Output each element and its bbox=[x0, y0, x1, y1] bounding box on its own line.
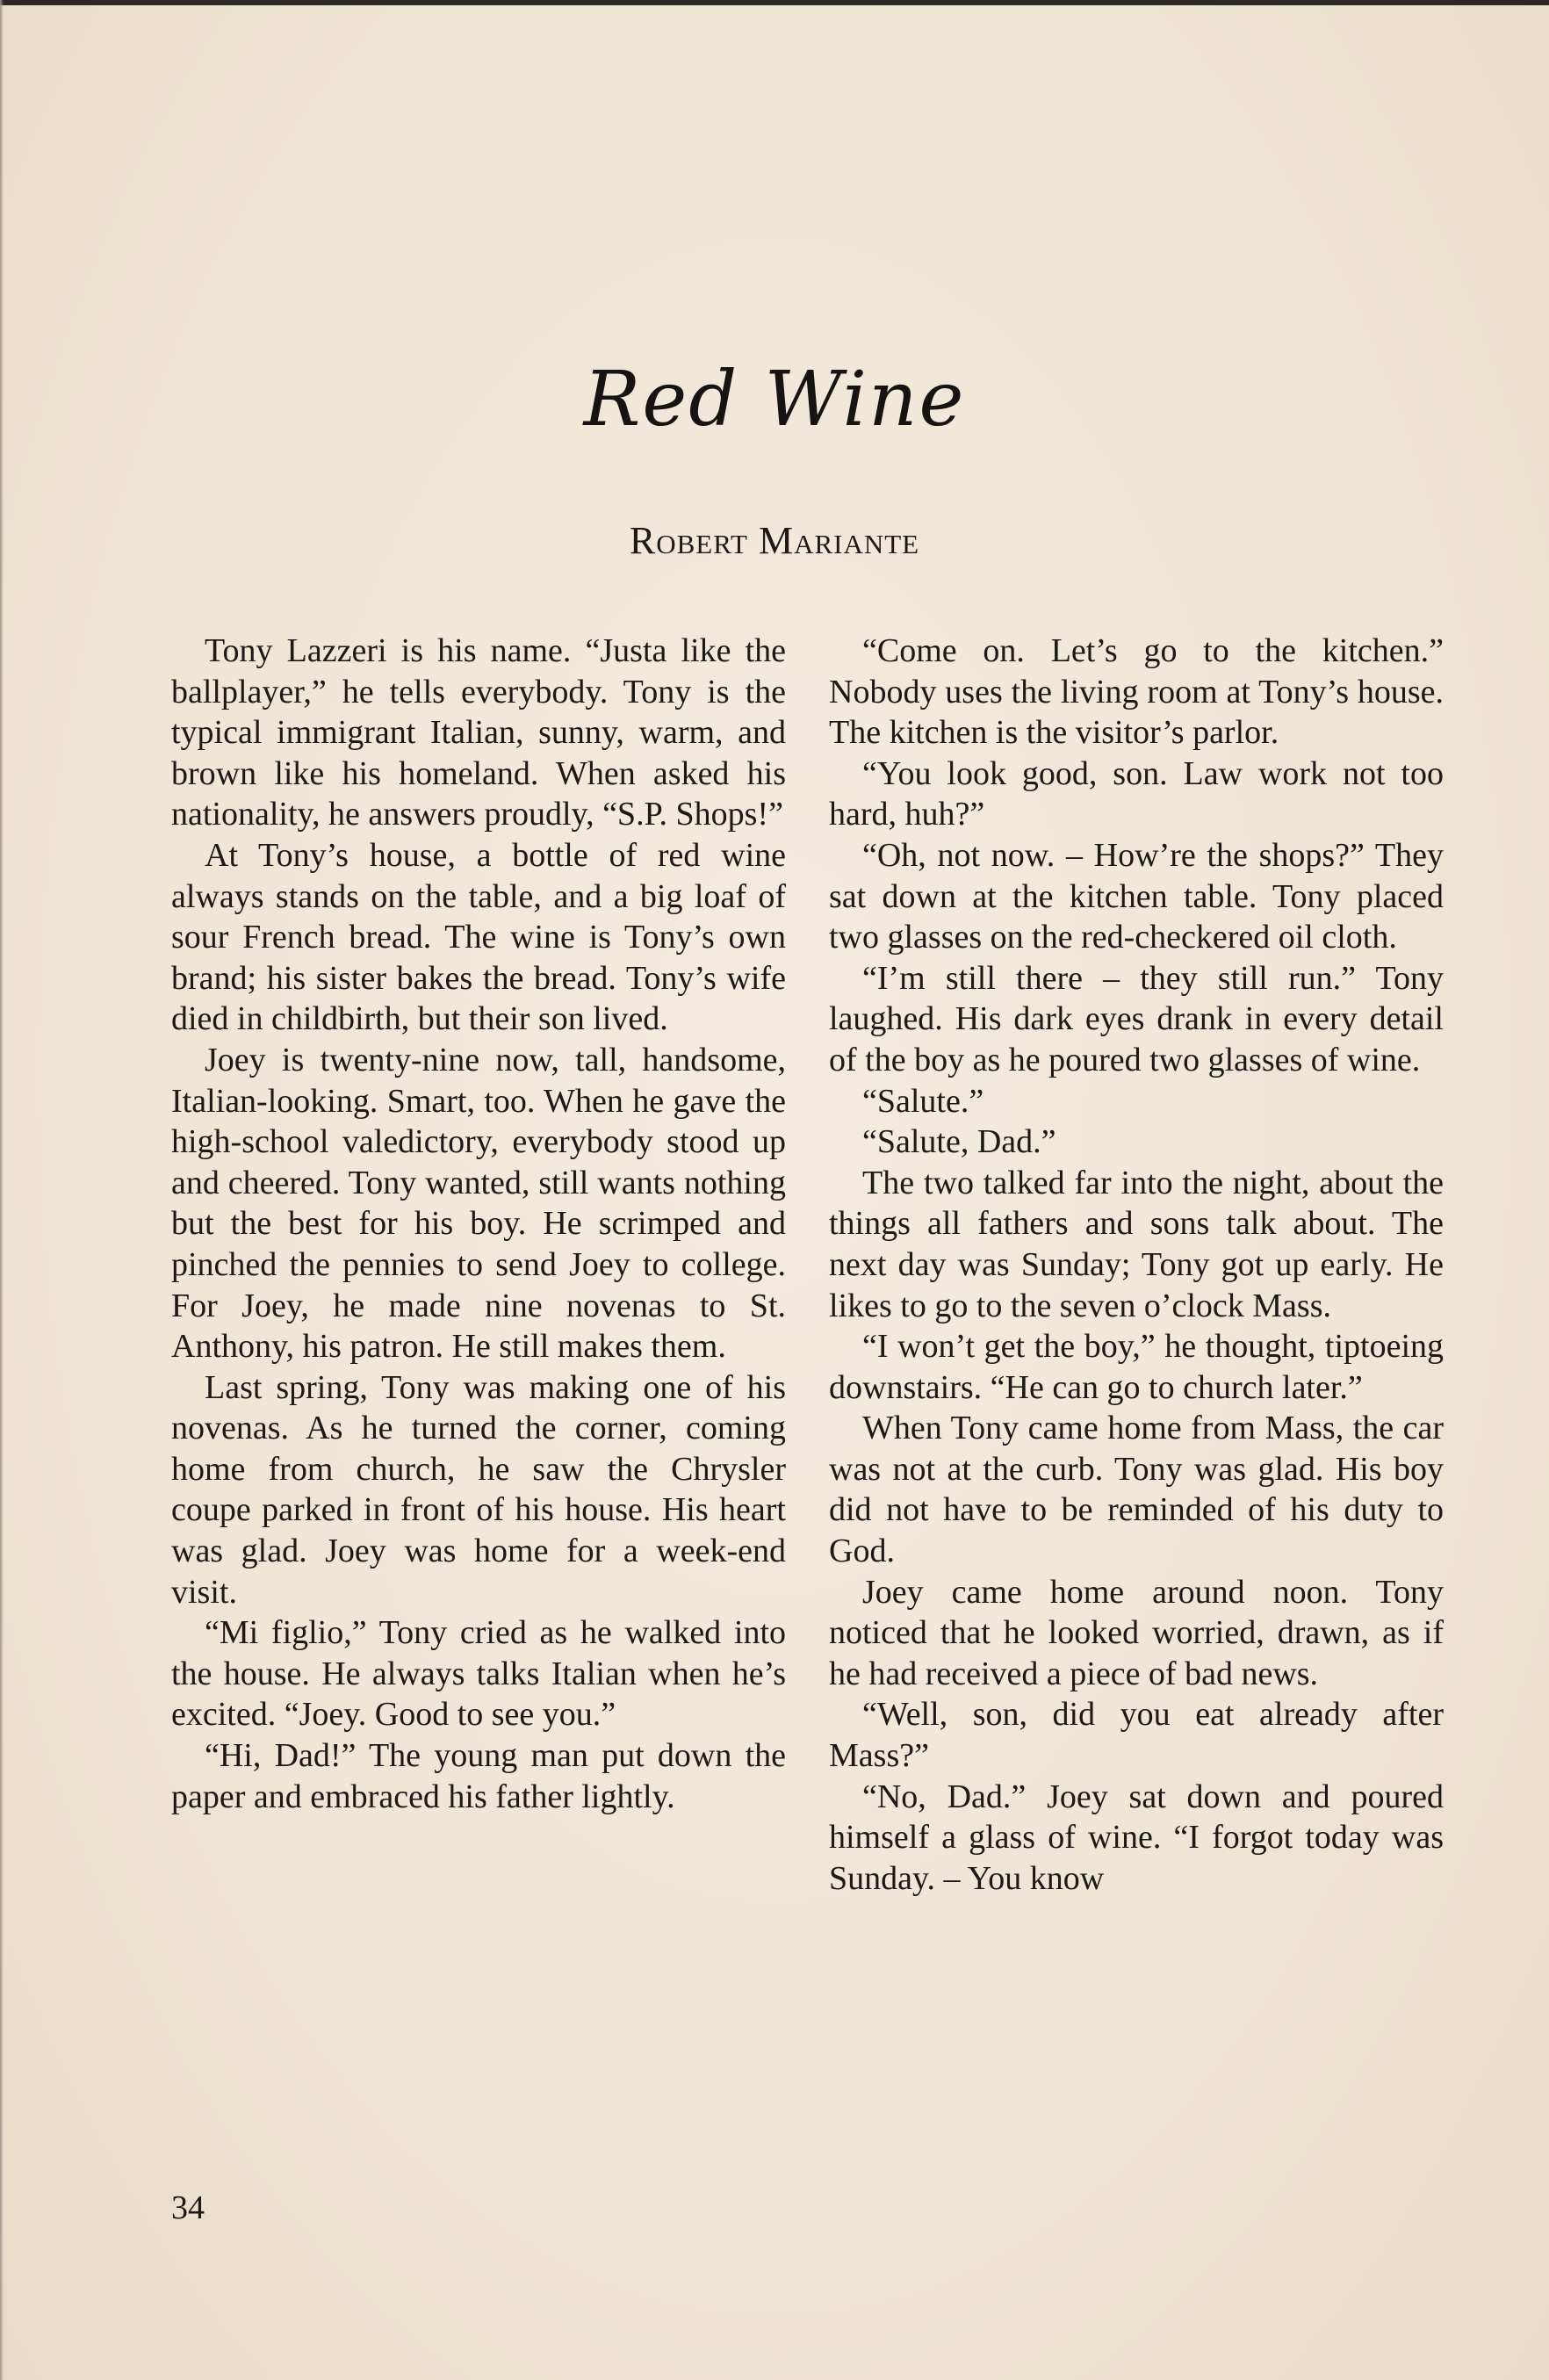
page-top-edge bbox=[0, 0, 1549, 5]
paragraph: At Tony’s house, a bottle of red wine always stands on the table, and a big loaf of sour French bread. The wine is Tony’s own brand; his sister bakes the bread. Tony’s wife died in childbirth, but their son lived. bbox=[171, 836, 786, 1038]
paragraph: “Well, son, did you eat already after Mass?” bbox=[829, 1696, 1444, 1775]
paragraph: “No, Dad.” Joey sat down and poured himself a glass of wine. “I forgot today was Sunday. – You know bbox=[829, 1778, 1444, 1897]
left-column bbox=[171, 631, 786, 1817]
paragraph: “I’m still there – they still run.” Tony laughed. His dark eyes drank in every detail of the boy as he poured two glasses of wine. bbox=[829, 959, 1444, 1078]
paragraph: Joey came home around noon. Tony noticed that he looked worried, drawn, as if he had received a piece of bad news. bbox=[829, 1573, 1444, 1692]
paragraph: “I won’t get the boy,” he thought, tiptoeing downstairs. “He can go to church later.” bbox=[829, 1328, 1444, 1406]
article-title: Red Wine bbox=[583, 356, 966, 444]
paragraph: Joey is twenty-nine now, tall, handsome, Italian-looking. Smart, too. When he gave the high-school valedictory, everybody stood up and cheered. Tony wanted, still wants nothing but the best for his boy. He scrimped and pinched the pennies to send Joey to college. For Joey, he made nine novenas to St. Anthony, his patron. He still makes them. bbox=[171, 1041, 786, 1366]
paragraph: “Mi figlio,” Tony cried as he walked into the house. He always talks Italian when he’s excited. “Joey. Good to see you.” bbox=[171, 1614, 786, 1734]
paragraph: “Oh, not now. – How’re the shops?” They sat down at the kitchen table. Tony placed two glasses on the red-checkered oil cloth. bbox=[829, 836, 1444, 956]
paragraph: “Salute, Dad.” bbox=[862, 1123, 1056, 1161]
paragraph: “Salute.” bbox=[862, 1082, 984, 1120]
paragraph: “Hi, Dad!” The young man put down the paper and embraced his father lightly. bbox=[171, 1737, 786, 1815]
right-column bbox=[829, 631, 1444, 1899]
paragraph: “You look good, son. Law work not too hard, huh?” bbox=[829, 754, 1444, 833]
page-number: 34 bbox=[171, 2189, 205, 2226]
paragraph: “Come on. Let’s go to the kitchen.” Nobody uses the living room at Tony’s house. The kitchen is the visitor’s parlor. bbox=[829, 632, 1444, 752]
paragraph: When Tony came home from Mass, the car was not at the curb. Tony was glad. His boy did not have to be reminded of his duty to God. bbox=[829, 1410, 1444, 1570]
article-author: Robert Mariante bbox=[629, 519, 920, 562]
paragraph: The two talked far into the night, about the things all fathers and sons talk about. The next day was Sunday; Tony got up early. He likes to go to the seven o’clock Mass. bbox=[829, 1164, 1444, 1324]
paragraph: Last spring, Tony was making one of his novenas. As he turned the corner, coming home from church, he saw the Chrysler coupe parked in front of his house. His heart was glad. Joey was home for a week-end visit. bbox=[171, 1368, 786, 1611]
paragraph: Tony Lazzeri is his name. “Justa like the ballplayer,” he tells everybody. Tony is the typical immigrant Italian, sunny, warm, and brown like his homeland. When asked his nationality, he answers proudly, “S.P. Shops!” bbox=[171, 632, 786, 833]
